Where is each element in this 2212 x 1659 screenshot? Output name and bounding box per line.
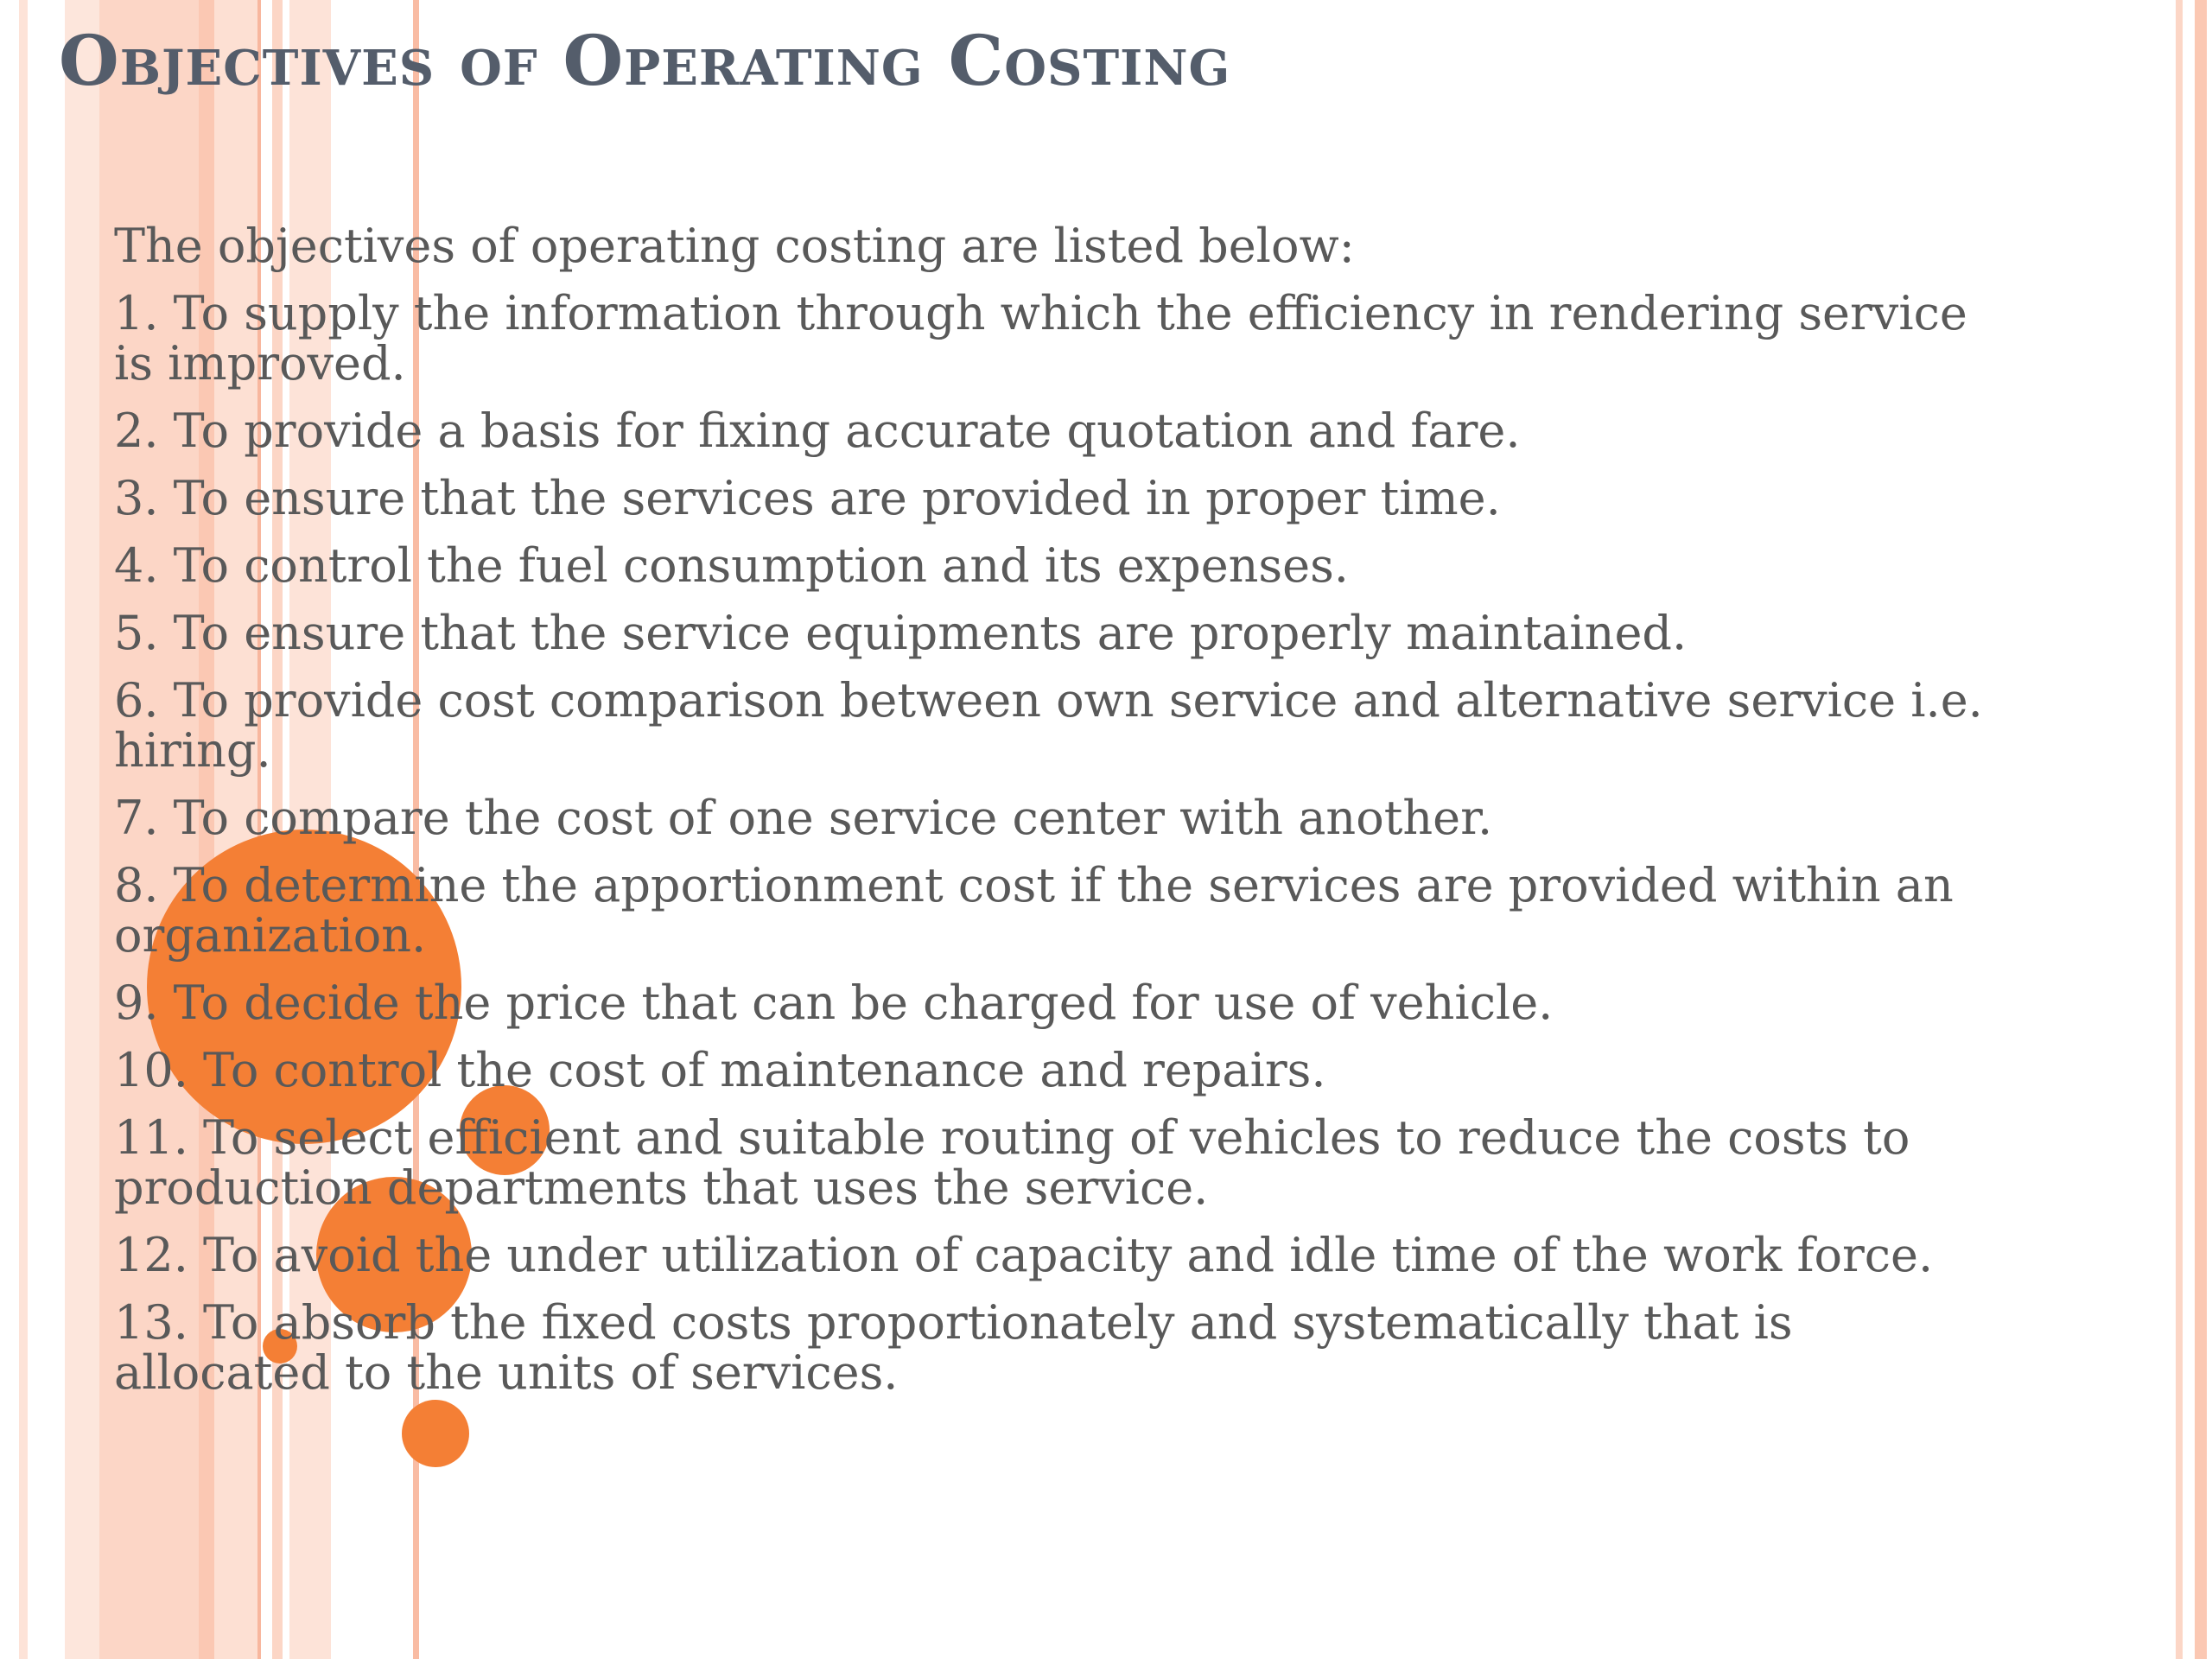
list-item: 9. To decide the price that can be charged for use of vehicle.: [114, 976, 1554, 1030]
list-item: 7. To compare the cost of one service center with another.: [114, 791, 1493, 845]
decorative-stripe: [2195, 0, 2207, 1659]
decorative-stripe: [19, 0, 28, 1659]
list-item: 3. To ensure that the services are provided in proper time.: [114, 471, 1501, 525]
list-item: 13. To absorb the fixed costs proportionately and systematically that is allocated to the units of services.: [114, 1295, 1793, 1400]
list-item: 2. To provide a basis for fixing accurate quotation and fare.: [114, 404, 1521, 458]
slide-body: [114, 221, 2015, 1415]
decorative-stripe: [65, 0, 99, 1659]
list-item: 1. To supply the information through which the efficiency in rendering service is improved.: [114, 286, 1967, 391]
list-item: 5. To ensure that the service equipments are properly maintained.: [114, 606, 1688, 660]
list-item: 4. To control the fuel consumption and its expenses.: [114, 538, 1349, 593]
list-item: 12. To avoid the under utilization of capacity and idle time of the work force.: [114, 1228, 1934, 1282]
intro-text: The objectives of operating costing are listed below:: [114, 219, 1355, 273]
list-item: 6. To provide cost comparison between own service and alternative service i.e. hiring.: [114, 673, 1983, 778]
decorative-stripe: [2176, 0, 2183, 1659]
list-item: 10. To control the cost of maintenance and repairs.: [114, 1043, 1326, 1097]
slide-title: Objectives of Operating Costing: [59, 20, 1231, 101]
list-item: 11. To select efficient and suitable routing of vehicles to reduce the costs to production departments that uses the service.: [114, 1110, 1910, 1215]
list-item: 8. To determine the apportionment cost if the services are provided within an organization.: [114, 858, 1954, 963]
